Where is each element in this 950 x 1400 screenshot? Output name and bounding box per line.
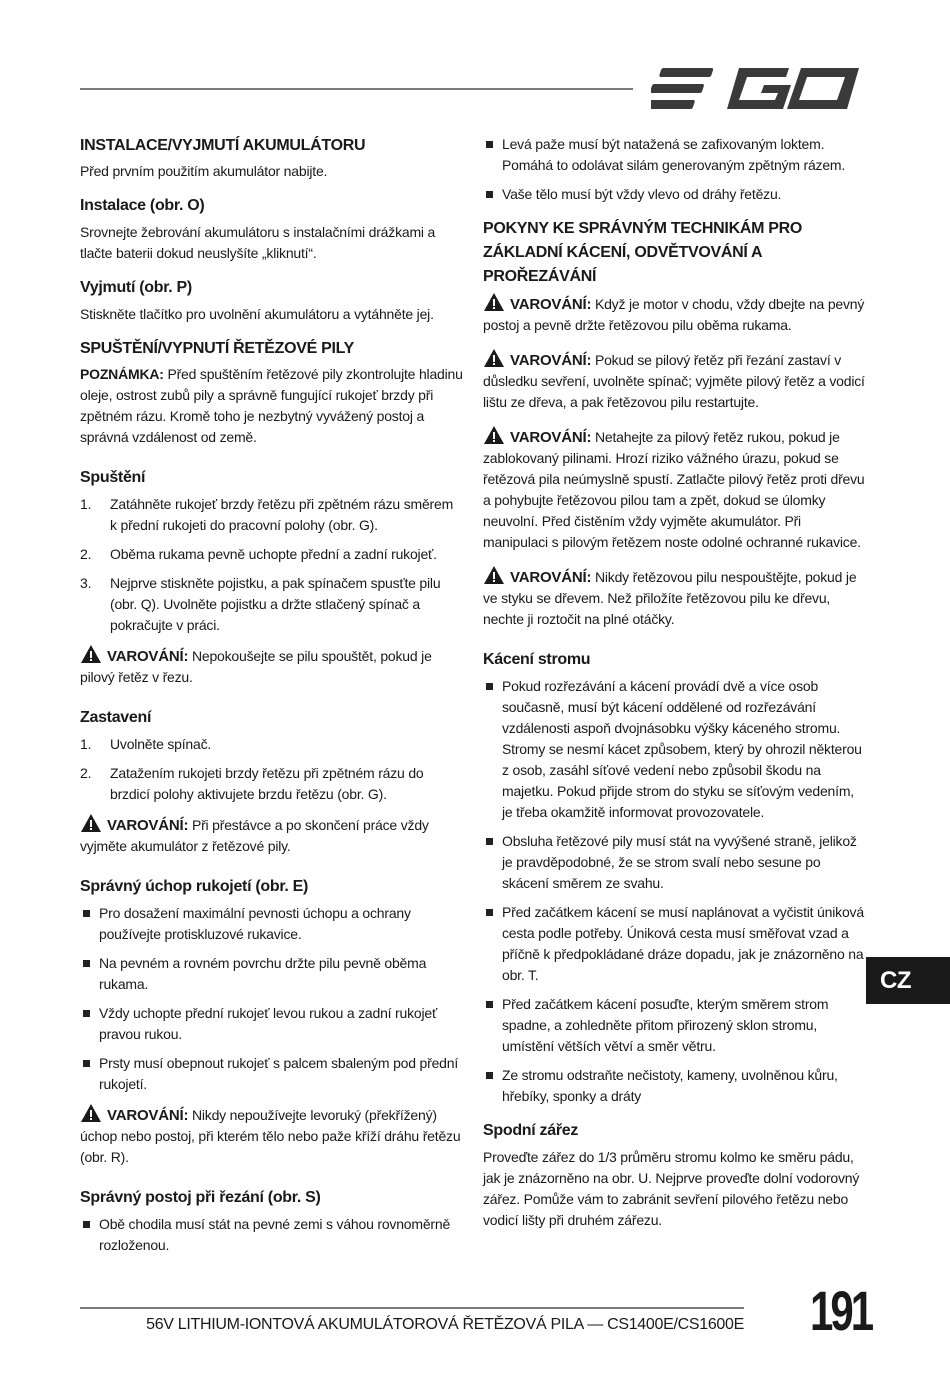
item-text: Ze stromu odstraňte nečistoty, kameny, uvolněnou kůru, hřebíky, sponky a dráty <box>502 1067 838 1104</box>
warning-label: VAROVÁNÍ: <box>107 648 189 665</box>
item-text: Před začátkem kácení posuďte, kterým směrem strom spadne, a zohledněte přitom přirozený sklon stromu, umístění větších větví a směr větru. <box>502 996 829 1054</box>
warning-label: VAROVÁNÍ: <box>510 569 592 586</box>
header-rule <box>80 88 633 90</box>
warning-paragraph <box>483 565 868 630</box>
bullet-icon <box>486 141 493 148</box>
paragraph: Před prvním použitím akumulátor nabijte. <box>80 163 328 179</box>
bullet-icon <box>486 838 493 845</box>
section-title: INSTALACE/VYJMUTÍ AKUMULÁTORU <box>80 137 366 154</box>
right-column <box>483 134 868 1243</box>
warning-text: Pokud se pilový řetěz při řezání zastaví v důsledku sevření, uvolněte spínač; vyjměte pilový řetěz a vodicí lištu ze dřeva, a pak řetězovou pilu restartujte. <box>483 352 865 410</box>
item-text: Levá paže musí být natažená se zafixovaným loktem. Pomáhá to odolávat silám generovaným zpětným rázem. <box>502 136 846 173</box>
item-number: 1. <box>80 496 92 512</box>
note-text: Před spuštěním řetězové pily zkontrolujte hladinu oleje, ostrost zubů pily a správně fungující rukojeť brzdy při zpětném rázu. Kromě toho je nezbytný vyvážený postoj a správná vzdálenost od země. <box>80 366 463 445</box>
item-number: 2. <box>80 546 92 562</box>
item-number: 2. <box>80 765 92 781</box>
section-title: SPUŠTĚNÍ/VYPNUTÍ ŘETĚZOVÉ PILY <box>80 340 355 357</box>
warning-paragraph <box>483 292 868 336</box>
ego-logo <box>651 64 861 114</box>
bullet-icon <box>83 960 90 967</box>
list-item <box>80 1003 463 1045</box>
warning-text: Netahejte za pilový řetěz rukou, pokud je zablokovaný pilinami. Hrozí riziko vážného úrazu, pokud se řetězová pila neúmyslně spustí. Zatlačte pilový řetěz proti dřevu a pohybujte řetězovou pilou tam a zpět, dokud se úlomky neuvolní. Před čistěním vždy vyjměte akumulátor. Při manipulaci s pilovým řetězem noste odolné ochranné rukavice. <box>483 429 865 550</box>
warning-text: Nepokoušejte se pilu spouštět, pokud je pilový řetěz v řezu. <box>80 648 432 685</box>
item-text: Oběma rukama pevně uchopte přední a zadní rukojeť. <box>110 546 437 562</box>
subsection-title: Spodní zářez <box>483 1122 579 1139</box>
warning-icon <box>483 425 505 445</box>
footer-title: 56V LITHIUM-IONTOVÁ AKUMULÁTOROVÁ ŘETĚZOVÁ PILA — CS1400E/CS1600E <box>146 1316 744 1333</box>
bullet-list <box>80 903 463 1095</box>
list-item <box>80 544 463 565</box>
list-item <box>483 676 868 823</box>
numbered-list <box>80 734 463 805</box>
warning-paragraph <box>483 425 868 553</box>
warning-label: VAROVÁNÍ: <box>510 352 592 369</box>
list-item <box>80 903 463 945</box>
warning-icon <box>80 813 102 833</box>
warning-icon <box>80 644 102 664</box>
list-item <box>80 734 463 755</box>
list-item <box>80 494 463 536</box>
item-text: Pro dosažení maximální pevnosti úchopu a ochrany používejte protiskluzové rukavice. <box>99 905 411 942</box>
bullet-icon <box>486 1001 493 1008</box>
bullet-icon <box>83 1221 90 1228</box>
item-text: Vždy uchopte přední rukojeť levou rukou a zadní rukojeť pravou rukou. <box>99 1005 438 1042</box>
bullet-list <box>483 134 868 205</box>
item-text: Nejprve stiskněte pojistku, a pak spínačem spusťte pilu (obr. Q). Uvolněte pojistku a držte stlačený spínač a pokračujte v práci. <box>110 575 441 633</box>
item-text: Pokud rozřezávání a kácení provádí dvě a více osob současně, musí být kácení oddělené od rozřezávání vzdálenosti aspoň dvojnásobku výšky káceného stromu. Stromy se nesmí kácet způsobem, který by ohrozil některou z osob, zasáhl síťové vedení nebo způsobil škodu na majetku. Pokud přijde strom do styku se síťovým vedením, je třeba okamžitě informovat provozovatele. <box>502 678 862 820</box>
warning-label: VAROVÁNÍ: <box>510 296 592 313</box>
subsection-title: Vyjmutí (obr. P) <box>80 279 192 296</box>
bullet-list <box>80 1214 463 1256</box>
warning-text: Když je motor v chodu, vždy dbejte na pevný postoj a pevně držte řetězovou pilu oběma rukama. <box>483 296 865 333</box>
warning-text: Při přestávce a po skončení práce vždy vyjměte akumulátor z řetězové pily. <box>80 817 429 854</box>
list-item <box>483 831 868 894</box>
section-title: POKYNY KE SPRÁVNÝM TECHNIKÁM PRO ZÁKLADNÍ KÁCENÍ, ODVĚTVOVÁNÍ A PROŘEZÁVÁNÍ <box>483 220 803 285</box>
footer-rule <box>80 1307 744 1309</box>
language-tab: CZ <box>866 957 950 1004</box>
subsection-title: Spuštění <box>80 469 146 486</box>
warning-icon <box>80 1103 102 1123</box>
warning-icon <box>483 292 505 312</box>
warning-label: VAROVÁNÍ: <box>107 817 189 834</box>
item-number: 3. <box>80 575 92 591</box>
warning-paragraph <box>80 813 463 857</box>
list-item <box>483 1065 868 1107</box>
warning-icon <box>483 565 505 585</box>
item-text: Zatažením rukojeti brzdy řetězu při zpětném rázu do brzdicí polohy aktivujete brzdu řetězu (obr. G). <box>110 765 424 802</box>
list-item <box>80 763 463 805</box>
warning-paragraph <box>483 348 868 413</box>
list-item <box>483 902 868 986</box>
warning-paragraph <box>80 644 463 688</box>
bullet-icon <box>83 1010 90 1017</box>
paragraph: Stiskněte tlačítko pro uvolnění akumulátoru a vytáhněte jej. <box>80 306 434 322</box>
item-text: Obsluha řetězové pily musí stát na vyvýšené straně, jelikož je pravděpodobné, že se strom svalí nebo sesune po skácení směrem ze svahu. <box>502 833 857 891</box>
subsection-title: Instalace (obr. O) <box>80 197 205 214</box>
item-text: Obě chodila musí stát na pevné zemi s váhou rovnoměrně rozloženou. <box>99 1216 451 1253</box>
bullet-icon <box>83 1060 90 1067</box>
subsection-title: Správný úchop rukojetí (obr. E) <box>80 878 309 895</box>
list-item <box>483 134 868 176</box>
list-item <box>80 953 463 995</box>
item-text: Zatáhněte rukojeť brzdy řetězu při zpětném rázu směrem k přední rukojeti do pracovní polohy (obr. G). <box>110 496 454 533</box>
paragraph: Srovnejte žebrování akumulátoru s instalačními drážkami a tlačte baterii dokud neuslyšíte „kliknutí“. <box>80 224 436 261</box>
warning-text: Nikdy nepoužívejte levoruký (překřížený) úchop nebo postoj, při kterém tělo nebo paže kříží dráhu řetězu (obr. R). <box>80 1107 461 1165</box>
warning-icon <box>483 348 505 368</box>
numbered-list <box>80 494 463 636</box>
list-item <box>80 1214 463 1256</box>
paragraph: Proveďte zářez do 1/3 průměru stromu kolmo ke směru pádu, jak je znázorněno na obr. U. Nejprve proveďte dolní vodorovný zářez. Pomůže vám to zabránit sevření pilového řetězu nebo vodicí lišty při druhém zářezu. <box>483 1149 860 1228</box>
subsection-title: Správný postoj při řezání (obr. S) <box>80 1189 321 1206</box>
bullet-icon <box>486 1072 493 1079</box>
item-text: Před začátkem kácení se musí naplánovat a vyčistit úniková cesta podle potřeby. Úniková cesta musí směřovat vzad a příčně k předpokládané dráze dopadu, jak je znázorněno na obr. T. <box>502 904 864 983</box>
left-column <box>80 134 463 1264</box>
warning-label: VAROVÁNÍ: <box>107 1107 189 1124</box>
bullet-list <box>483 676 868 1107</box>
item-number: 1. <box>80 736 92 752</box>
page-number: 191 <box>810 1279 872 1342</box>
bullet-icon <box>486 909 493 916</box>
item-text: Vaše tělo musí být vždy vlevo od dráhy řetězu. <box>502 186 782 202</box>
list-item <box>483 184 868 205</box>
item-text: Prsty musí obepnout rukojeť s palcem sbaleným pod přední rukojetí. <box>99 1055 459 1092</box>
subsection-title: Zastavení <box>80 709 152 726</box>
bullet-icon <box>486 191 493 198</box>
list-item <box>80 1053 463 1095</box>
list-item <box>80 573 463 636</box>
note-label: POZNÁMKA: <box>80 366 164 382</box>
list-item <box>483 994 868 1057</box>
warning-paragraph <box>80 1103 463 1168</box>
subsection-title: Kácení stromu <box>483 651 591 668</box>
item-text: Na pevném a rovném povrchu držte pilu pevně oběma rukama. <box>99 955 427 992</box>
bullet-icon <box>486 683 493 690</box>
warning-text: Nikdy řetězovou pilu nespouštějte, pokud je ve styku se dřevem. Než přiložíte řetězovou pilu ke dřevu, nechte ji roztočit na plné otáčky. <box>483 569 857 627</box>
warning-label: VAROVÁNÍ: <box>510 429 592 446</box>
bullet-icon <box>83 910 90 917</box>
note-paragraph <box>80 364 463 448</box>
item-text: Uvolněte spínač. <box>110 736 212 752</box>
